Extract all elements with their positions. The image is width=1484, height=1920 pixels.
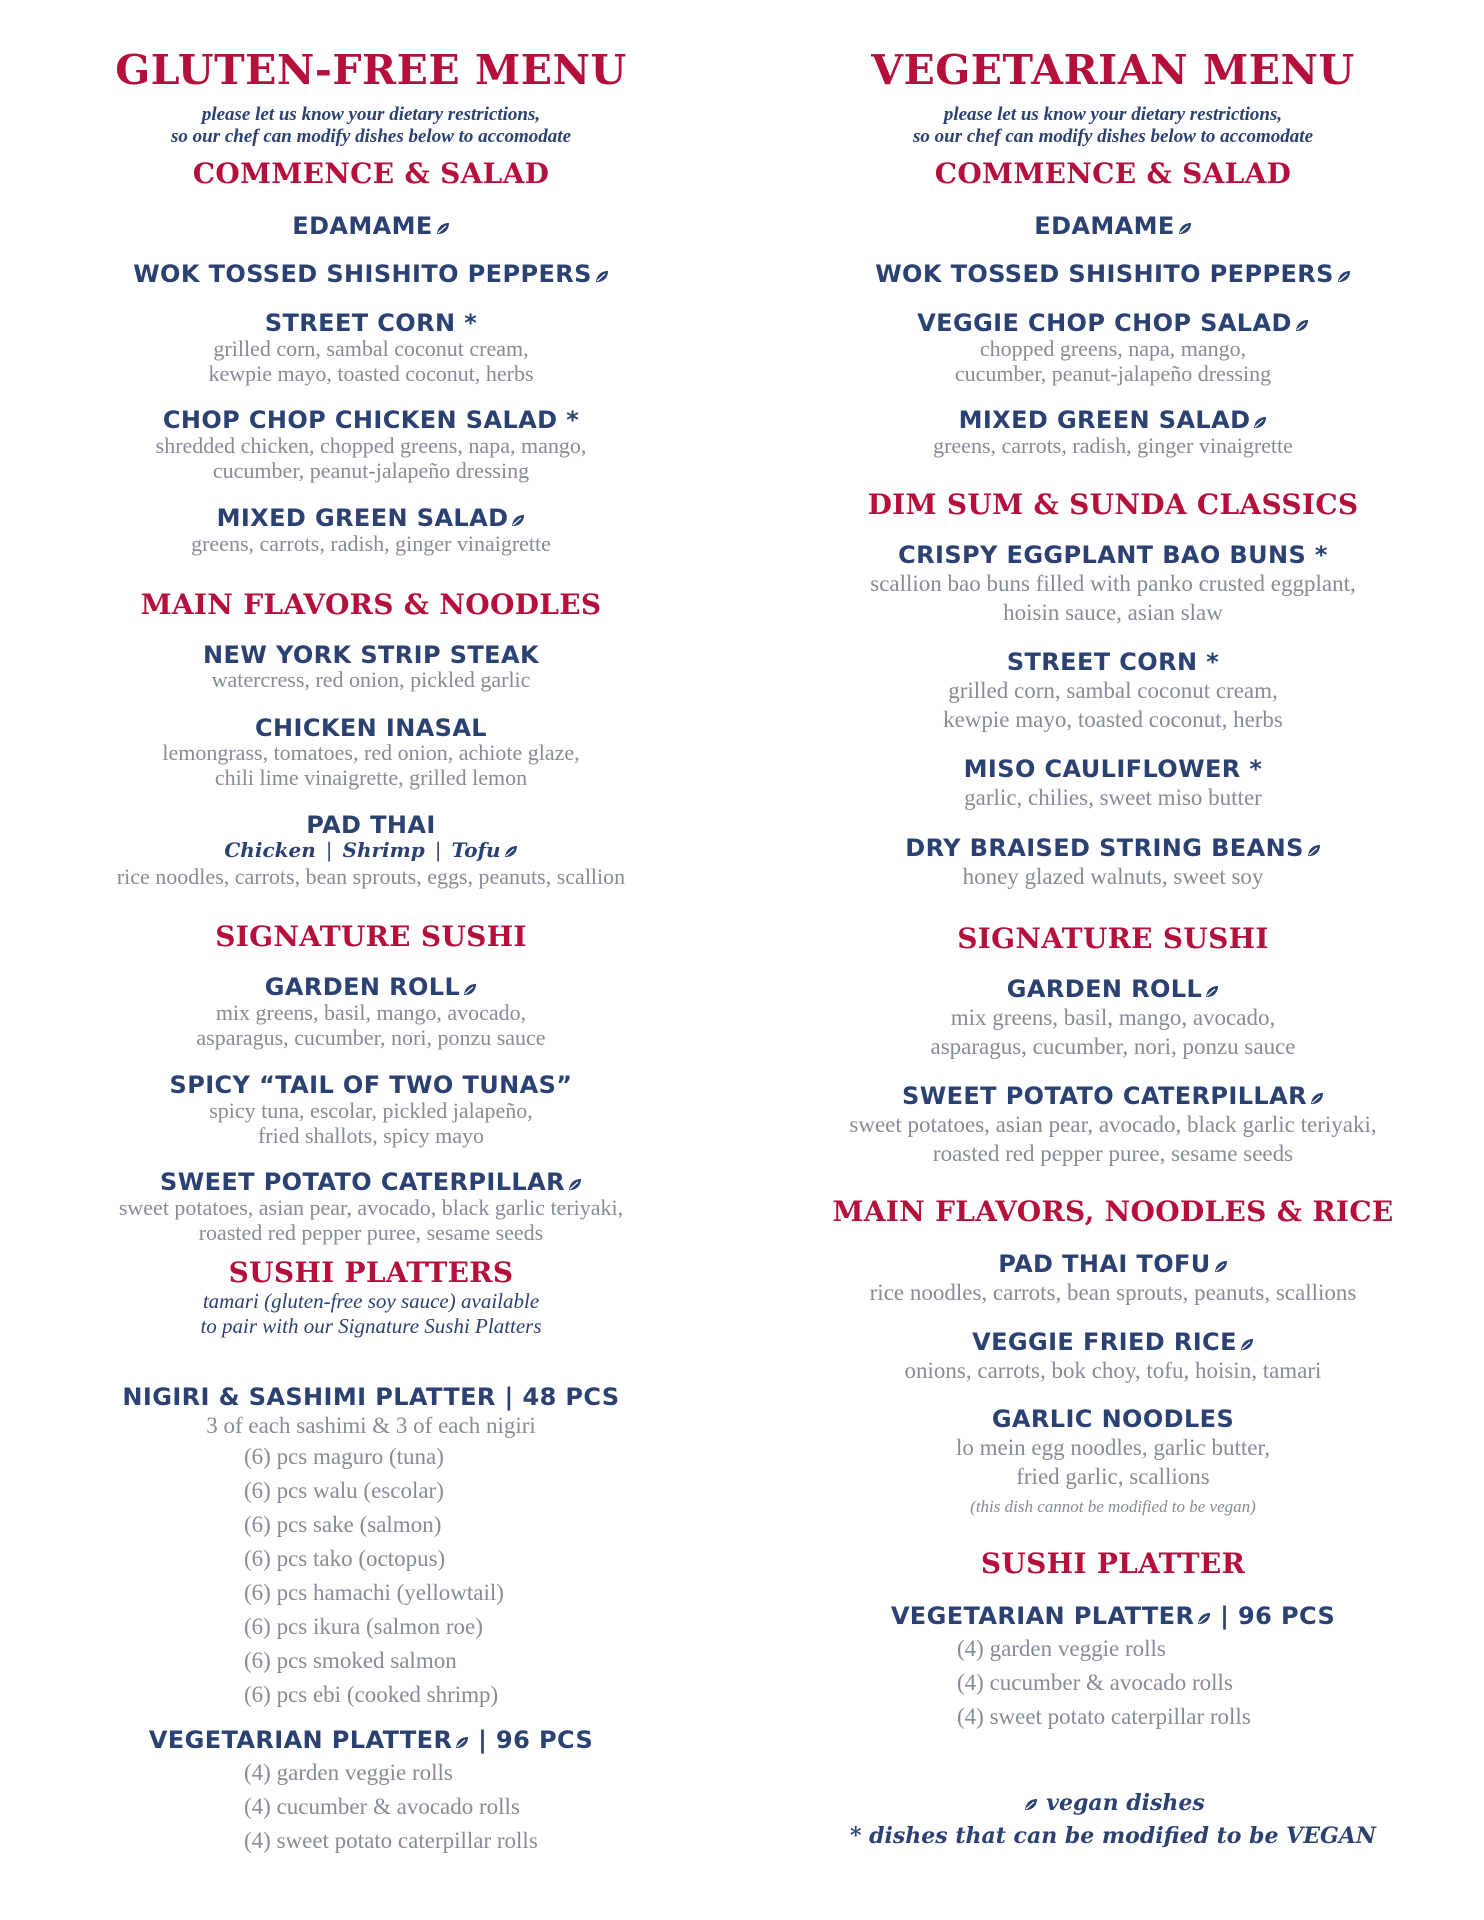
leaf-icon	[1307, 844, 1321, 857]
section-main-flavors-noodles-rice: MAIN FLAVORS, NOODLES & RICE	[832, 1195, 1394, 1228]
item-edamame: EDAMAME	[742, 212, 1484, 240]
item-shishito-peppers: WOK TOSSED SHISHITO PEPPERS	[742, 260, 1484, 288]
section-sushi-platters: SUSHI PLATTERS	[228, 1256, 514, 1289]
pad-thai-options: Chicken | Shrimp | Tofu	[0, 838, 742, 862]
caterpillar-description: sweet potatoes, asian pear, avocado, black garlic teriyaki, roasted red pepper puree, sesame seeds	[849, 1112, 1377, 1166]
list-item: (6) pcs ebi (cooked shrimp)	[244, 1682, 499, 1707]
item-street-corn: STREET CORN *	[1006, 648, 1220, 676]
item-garden-roll: GARDEN ROLL	[742, 975, 1484, 1003]
item-veggie-fried-rice: VEGGIE FRIED RICE	[742, 1328, 1484, 1356]
list-item: (4) cucumber & avocado rolls	[244, 1794, 520, 1819]
item-crispy-eggplant-bao-buns: CRISPY EGGPLANT BAO BUNS *	[898, 541, 1328, 569]
list-item: (4) garden veggie rolls	[957, 1636, 1166, 1661]
item-mixed-green-salad: MIXED GREEN SALAD	[742, 406, 1484, 434]
item-vegetarian-platter: VEGETARIAN PLATTER | 96 PCS	[890, 1602, 1336, 1630]
vegetarian-platter-list	[957, 1632, 1251, 1734]
steak-description: watercress, red onion, pickled garlic	[211, 667, 531, 692]
item-garden-roll: GARDEN ROLL	[0, 973, 742, 1001]
list-item: (6) pcs tako (octopus)	[244, 1546, 446, 1571]
dietary-note: please let us know your dietary restrictions, so our chef can modify dishes below to accomodate	[170, 104, 572, 147]
chop-chop-chicken-description: shredded chicken, chopped greens, napa, mango, cucumber, peanut-jalapeño dressing	[155, 433, 587, 483]
leaf-icon	[1197, 1612, 1211, 1625]
street-corn-description: grilled corn, sambal coconut cream, kewpie mayo, toasted coconut, herbs	[943, 678, 1283, 732]
section-commence-salad: COMMENCE & SALAD	[192, 157, 550, 190]
nigiri-list	[244, 1440, 504, 1712]
list-item: (4) garden veggie rolls	[244, 1760, 453, 1785]
item-pad-thai-tofu: PAD THAI TOFU	[742, 1250, 1484, 1278]
leaf-icon	[1240, 1338, 1254, 1351]
item-sweet-potato-caterpillar: SWEET POTATO CATERPILLAR	[0, 1168, 742, 1196]
leaf-icon	[1205, 985, 1219, 998]
leaf-icon	[463, 983, 477, 996]
string-beans-description: honey glazed walnuts, sweet soy	[962, 864, 1264, 889]
bao-description: scallion bao buns filled with panko crusted eggplant, hoisin sauce, asian slaw	[870, 571, 1356, 625]
vegetarian-title: VEGETARIAN MENU	[871, 46, 1355, 94]
leaf-icon	[455, 1736, 469, 1749]
garden-roll-description: mix greens, basil, mango, avocado, asparagus, cucumber, nori, ponzu sauce	[196, 1000, 546, 1050]
item-shishito-peppers: WOK TOSSED SHISHITO PEPPERS	[0, 260, 742, 288]
list-item: (4) sweet potato caterpillar rolls	[244, 1828, 538, 1853]
leaf-icon	[568, 1178, 582, 1191]
item-spicy-tail-of-two-tunas: SPICY “TAIL OF TWO TUNAS”	[169, 1071, 573, 1099]
item-chicken-inasal: CHICKEN INASAL	[254, 714, 488, 742]
dietary-note: please let us know your dietary restrictions, so our chef can modify dishes below to accomodate	[912, 104, 1314, 147]
mixed-green-description: greens, carrots, radish, ginger vinaigrette	[933, 433, 1293, 458]
mixed-green-description: greens, carrots, radish, ginger vinaigrette	[191, 531, 551, 556]
item-edamame: EDAMAME	[0, 212, 742, 240]
legend-vegan: vegan dishes	[742, 1790, 1484, 1816]
item-new-york-strip-steak: NEW YORK STRIP STEAK	[203, 641, 539, 669]
item-chop-chop-chicken-salad: CHOP CHOP CHICKEN SALAD *	[162, 406, 580, 434]
section-dim-sum-sunda-classics: DIM SUM & SUNDA CLASSICS	[867, 488, 1359, 521]
legend-modifiable: * dishes that can be modified to be VEGAN	[850, 1823, 1376, 1849]
leaf-icon	[511, 514, 525, 527]
garlic-noodles-description: lo mein egg noodles, garlic butter, fried garlic, scallions	[956, 1435, 1270, 1489]
leaf-icon	[436, 222, 450, 235]
item-miso-cauliflower: MISO CAULIFLOWER *	[963, 755, 1263, 783]
section-sushi-platter: SUSHI PLATTER	[980, 1547, 1246, 1580]
list-item: (6) pcs hamachi (yellowtail)	[244, 1580, 504, 1605]
item-nigiri-sashimi-platter: NIGIRI & SASHIMI PLATTER | 48 PCS	[122, 1383, 620, 1411]
section-signature-sushi: SIGNATURE SUSHI	[957, 922, 1269, 955]
list-item: (6) pcs walu (escolar)	[244, 1478, 444, 1503]
list-item: (4) sweet potato caterpillar rolls	[957, 1704, 1251, 1729]
street-corn-description: grilled corn, sambal coconut cream, kewpie mayo, toasted coconut, herbs	[208, 336, 534, 386]
nigiri-description: 3 of each sashimi & 3 of each nigiri	[206, 1413, 536, 1438]
section-signature-sushi: SIGNATURE SUSHI	[215, 920, 527, 953]
item-dry-braised-string-beans: DRY BRAISED STRING BEANS	[742, 834, 1484, 862]
tamari-note: tamari (gluten-free soy sauce) available to pair with our Signature Sushi Platters	[200, 1289, 542, 1338]
leaf-icon	[504, 845, 518, 858]
leaf-icon	[1310, 1092, 1324, 1105]
list-item: (4) cucumber & avocado rolls	[957, 1670, 1233, 1695]
pad-thai-description: rice noodles, carrots, bean sprouts, eggs, peanuts, scallion	[116, 864, 626, 889]
garlic-noodles-vegan-note: (this dish cannot be modified to be vegan)	[970, 1497, 1256, 1516]
spicy-tuna-description: spicy tuna, escolar, pickled jalapeño, fried shallots, spicy mayo	[209, 1098, 533, 1148]
gluten-free-title: GLUTEN-FREE MENU	[115, 46, 627, 94]
caterpillar-description: sweet potatoes, asian pear, avocado, black garlic teriyaki, roasted red pepper puree, sesame seeds	[118, 1195, 624, 1245]
leaf-icon	[595, 270, 609, 283]
miso-description: garlic, chilies, sweet miso butter	[964, 785, 1262, 810]
vegetarian-platter-list	[244, 1756, 538, 1858]
leaf-icon	[1214, 1260, 1228, 1273]
section-commence-salad: COMMENCE & SALAD	[934, 157, 1292, 190]
list-item: (6) pcs maguro (tuna)	[244, 1444, 444, 1469]
chicken-inasal-description: lemongrass, tomatoes, red onion, achiote glaze, chili lime vinaigrette, grilled lemon	[162, 740, 580, 790]
leaf-icon	[1337, 270, 1351, 283]
veggie-chop-description: chopped greens, napa, mango, cucumber, peanut-jalapeño dressing	[954, 336, 1272, 386]
item-veggie-chop-chop-salad: VEGGIE CHOP CHOP SALAD	[742, 309, 1484, 337]
leaf-icon	[1295, 319, 1309, 332]
leaf-icon	[1178, 222, 1192, 235]
leaf-icon	[1253, 416, 1267, 429]
item-pad-thai: PAD THAI	[306, 811, 436, 839]
item-sweet-potato-caterpillar: SWEET POTATO CATERPILLAR	[742, 1082, 1484, 1110]
item-street-corn: STREET CORN *	[264, 309, 478, 337]
garden-roll-description: mix greens, basil, mango, avocado, asparagus, cucumber, nori, ponzu sauce	[930, 1005, 1296, 1059]
pad-thai-tofu-description: rice noodles, carrots, bean sprouts, peanuts, scallions	[869, 1280, 1357, 1305]
item-vegetarian-platter: VEGETARIAN PLATTER | 96 PCS	[148, 1726, 594, 1754]
item-garlic-noodles: GARLIC NOODLES	[991, 1405, 1235, 1433]
item-mixed-green-salad: MIXED GREEN SALAD	[0, 504, 742, 532]
list-item: (6) pcs smoked salmon	[244, 1648, 457, 1673]
list-item: (6) pcs ikura (salmon roe)	[244, 1614, 483, 1639]
section-main-flavors-noodles: MAIN FLAVORS & NOODLES	[140, 588, 602, 621]
list-item: (6) pcs sake (salmon)	[244, 1512, 442, 1537]
fried-rice-description: onions, carrots, bok choy, tofu, hoisin, tamari	[904, 1358, 1322, 1383]
leaf-icon	[1024, 1798, 1038, 1811]
